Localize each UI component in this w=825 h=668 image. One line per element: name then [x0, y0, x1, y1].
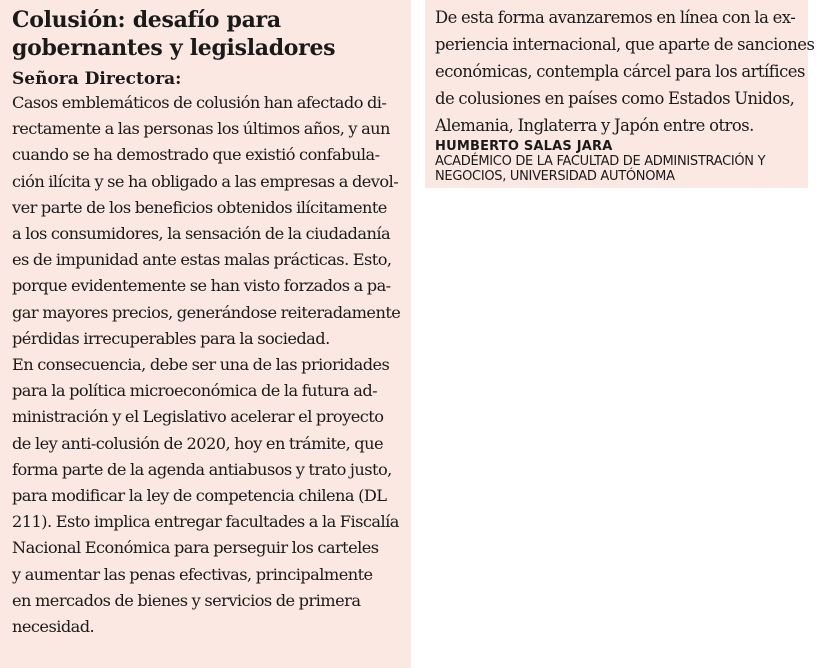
text-line: ver parte de los beneficios obtenidos ilícitamente — [12, 197, 387, 217]
text-line: necesidad. — [12, 617, 95, 637]
text-line: económicas, contempla cárcel para los artífices — [435, 62, 805, 81]
text-line: de ley anti-colusión de 2020, hoy en trámite, que — [12, 433, 383, 453]
letter-paragraph-3 — [435, 4, 815, 139]
text-line: en mercados de bienes y servicios de primera — [12, 590, 361, 610]
text-line: de colusiones en países como Estados Unidos, — [435, 89, 795, 108]
letter-left-column — [0, 0, 411, 668]
headline-line: gobernantes y legisladores — [12, 35, 336, 61]
text-line: y aumentar las penas efectivas, principalmente — [12, 564, 373, 584]
letter-headline — [12, 6, 407, 62]
text-line: En consecuencia, debe ser una de las prioridades — [12, 355, 390, 375]
text-line: porque evidentemente se han visto forzados a pa- — [12, 276, 391, 296]
letter-salutation: Señora Directora: — [12, 69, 182, 89]
letter-paragraph-1 — [12, 90, 407, 352]
text-line: Nacional Económica para perseguir los carteles — [12, 538, 379, 558]
text-line: forma parte de la agenda antiabusos y trato justo, — [12, 459, 392, 479]
author-title-line: ACADÉMICO DE LA FACULTAD DE ADMINISTRACIÓN Y — [435, 154, 766, 169]
letter-right-column — [425, 0, 815, 188]
author-title-line: NEGOCIOS, UNIVERSIDAD AUTÓNOMA — [435, 169, 675, 184]
text-line: es de impunidad ante estas malas prácticas. Esto, — [12, 250, 392, 270]
text-line: 211). Esto implica entregar facultades a la Fiscalía — [12, 512, 399, 532]
text-line: gar mayores precios, generándose reiteradamente — [12, 302, 401, 322]
text-line: periencia internacional, que aparte de sanciones — [435, 35, 815, 54]
text-line: para la política microeconómica de la futura ad- — [12, 381, 378, 401]
text-line: a los consumidores, la sensación de la ciudadanía — [12, 224, 391, 244]
text-line: ministración y el Legislativo acelerar el proyecto — [12, 407, 384, 427]
author-title — [435, 154, 804, 184]
letter-paragraph-2 — [12, 352, 407, 640]
text-line: ción ilícita y se ha obligado a las empresas a devol- — [12, 171, 399, 191]
text-line: Casos emblemáticos de colusión han afectado di- — [12, 93, 387, 112]
headline-line: Colusión: desafío para — [12, 7, 281, 33]
text-line: para modificar la ley de competencia chilena (DL — [12, 486, 387, 506]
text-line: De esta forma avanzaremos en línea con la ex- — [435, 8, 796, 27]
author-name: HUMBERTO SALAS JARA — [435, 139, 613, 154]
text-line: cuando se ha demostrado que existió confabula- — [12, 145, 380, 165]
text-line: pérdidas irrecuperables para la sociedad. — [12, 328, 330, 348]
text-line: rectamente a las personas los últimos años, y aun — [12, 119, 390, 139]
text-line: Alemania, Inglaterra y Japón entre otros. — [435, 116, 754, 135]
